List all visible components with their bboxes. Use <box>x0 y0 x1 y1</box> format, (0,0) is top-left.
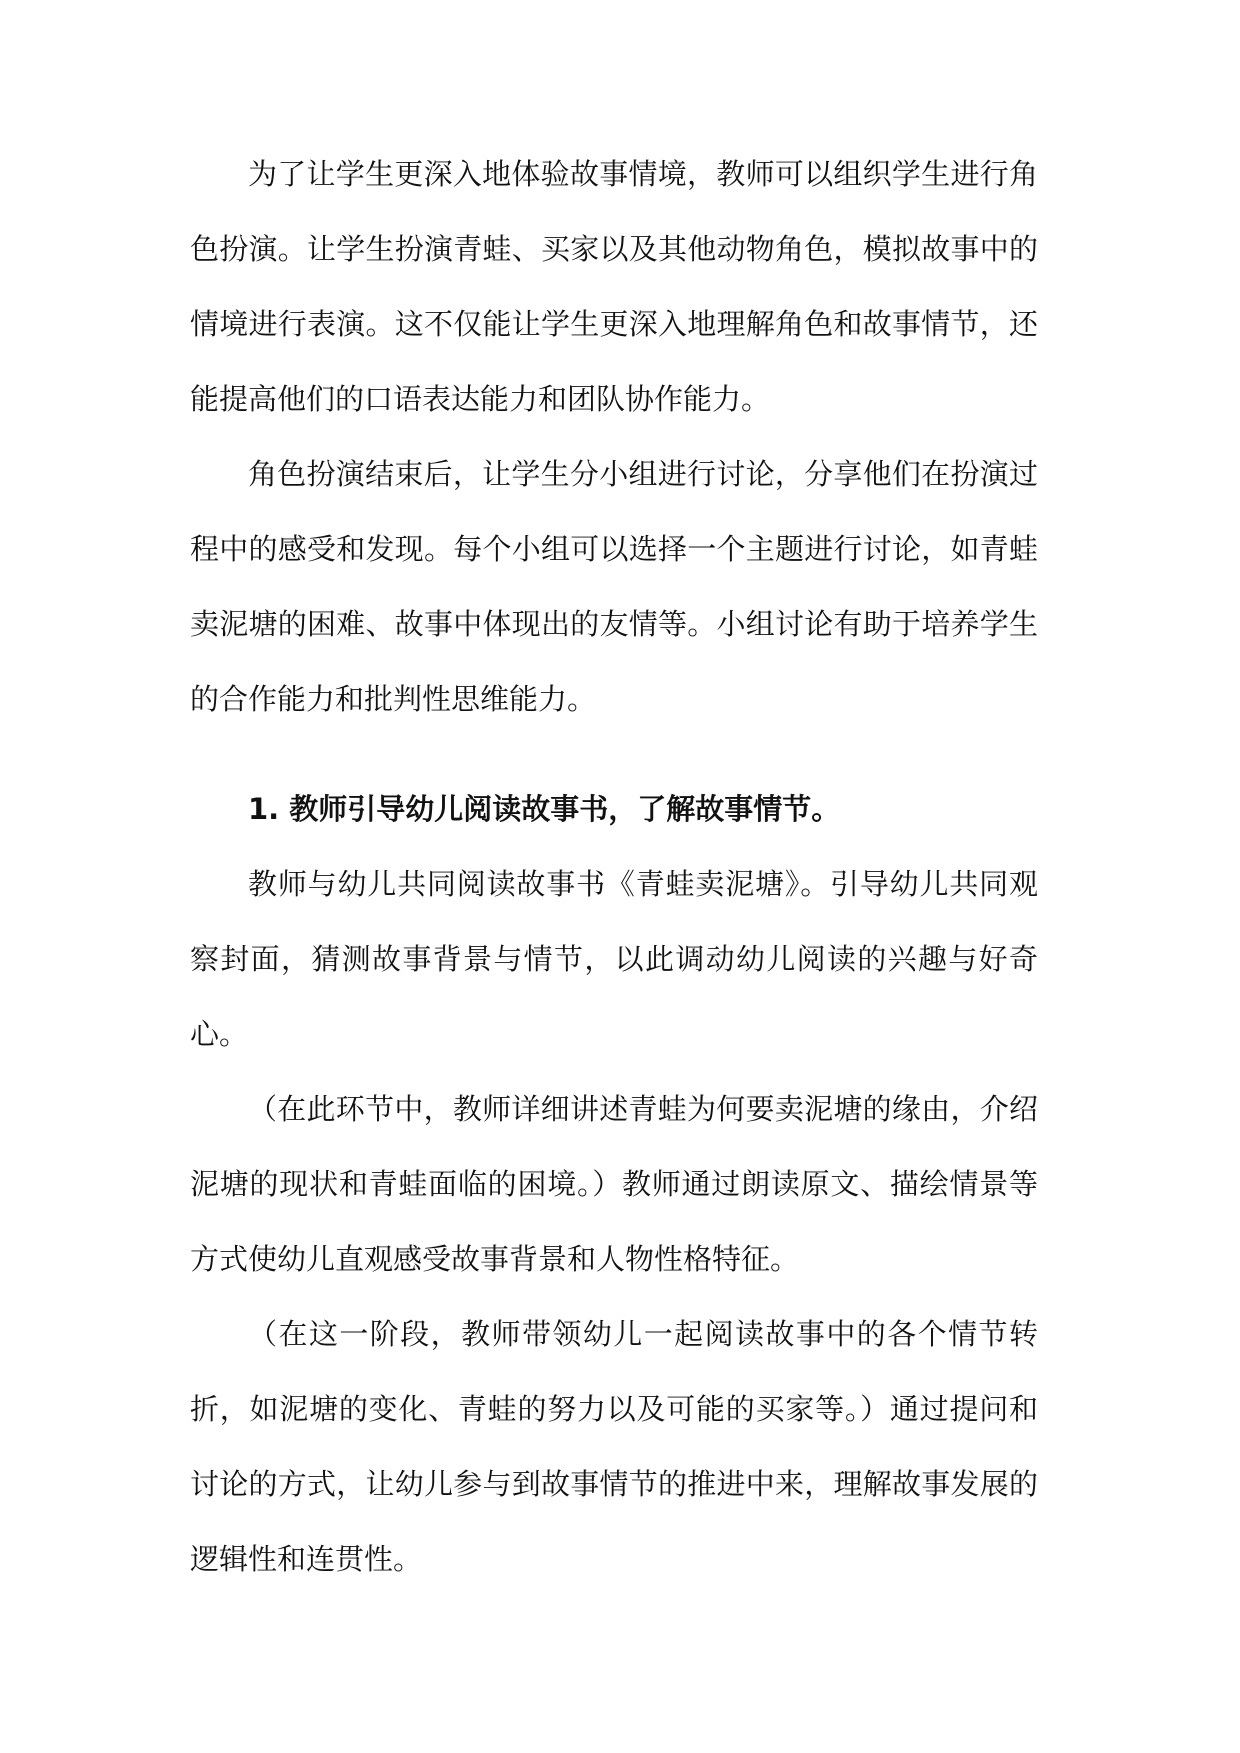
paragraph-story-background: （在此环节中，教师详细讲述青蛙为何要卖泥塘的缘由，介绍泥塘的现状和青蛙面临的困境。）教师通过朗读原文、描绘情景等方式使幼儿直观感受故事背景和人物性格特征。 <box>190 1092 1038 1276</box>
paragraph-read-book: 教师与幼儿共同阅读故事书《青蛙卖泥塘》。引导幼儿共同观察封面，猜测故事背景与情节，以此调动幼儿阅读的兴趣与好奇心。 <box>190 867 1038 1051</box>
paragraph-plot-turns: （在这一阶段，教师带领幼儿一起阅读故事中的各个情节转折，如泥塘的变化、青蛙的努力以及可能的买家等。）通过提问和讨论的方式，让幼儿参与到故事情节的推进中来，理解故事发展的逻辑性和连贯性。 <box>190 1317 1038 1576</box>
section-heading: 1. 教师引导幼儿阅读故事书，了解故事情节。 <box>248 792 841 826</box>
paragraph-group-discussion: 角色扮演结束后，让学生分小组进行讨论，分享他们在扮演过程中的感受和发现。每个小组可以选择一个主题进行讨论，如青蛙卖泥塘的困难、故事中体现出的友情等。小组讨论有助于培养学生的合作能力和批判性思维能力。 <box>190 457 1038 716</box>
paragraph-role-play: 为了让学生更深入地体验故事情境，教师可以组织学生进行角色扮演。让学生扮演青蛙、买家以及其他动物角色，模拟故事中的情境进行表演。这不仅能让学生更深入地理解角色和故事情节，还能提高他们的口语表达能力和团队协作能力。 <box>190 157 1038 416</box>
